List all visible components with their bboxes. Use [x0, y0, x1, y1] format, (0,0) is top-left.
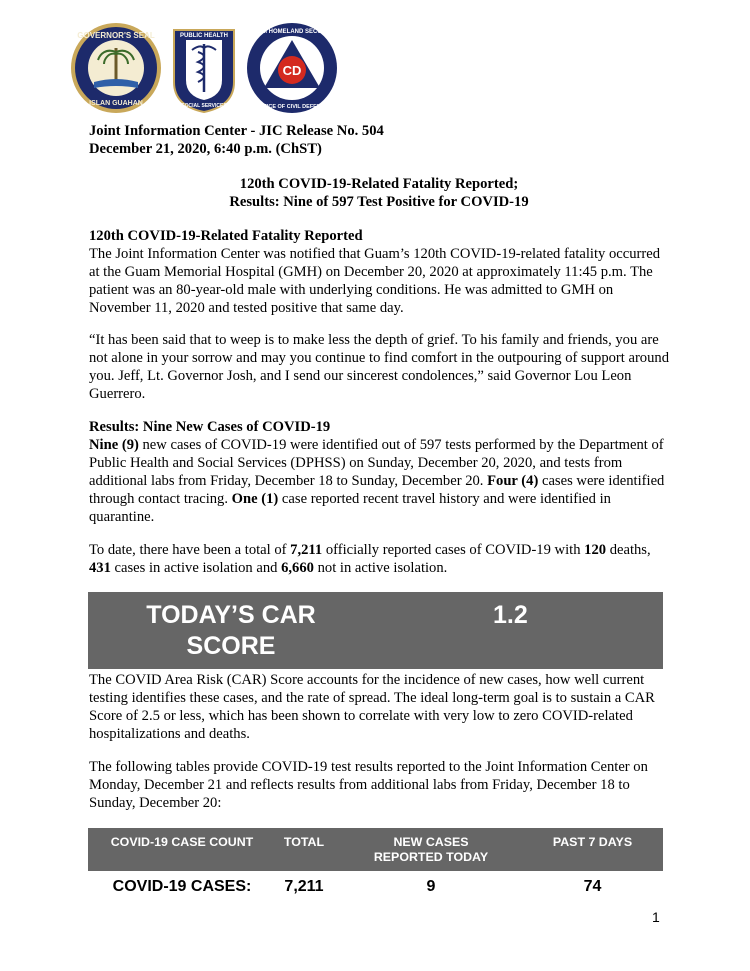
header-seals: [70, 22, 350, 117]
public-health-seal-text-bottom: SOCIAL SERVICES: [181, 103, 227, 109]
totals-paragraph: To date, there have been a total of 7,211 officially reported cases of COVID-19 with 120 deaths, 431 cases in active isolation and 6,660 not in active isolation.: [89, 542, 651, 576]
headline-line-1: 120th COVID-19-Related Fatality Reported;: [239, 176, 519, 192]
car-score-banner: [88, 592, 663, 669]
cell-new-cases: 9: [426, 878, 436, 895]
governor-seal-text-bottom: ISLAN GUAHAN: [89, 100, 143, 107]
totals-paragraph-block: [89, 541, 669, 577]
governor-quote: [89, 331, 669, 403]
header-past-7-days: PAST 7 DAYS: [552, 835, 633, 849]
car-score-value: 1.2: [493, 601, 528, 629]
tables-intro-text: The following tables provide COVID-19 test results reported to the Joint Information Center on Monday, December 21 and reflects results from additional labs from Friday, December 18 to Sunday, December 20:: [89, 759, 648, 811]
public-health-seal-text-top: PUBLIC HEALTH: [180, 33, 228, 39]
homeland-seal-text-bottom: OFFICE OF CIVIL DEFENSE: [255, 104, 329, 110]
table-header-row: [88, 828, 663, 871]
headline-line-2: Results: Nine of 597 Test Positive for COVID-19: [229, 194, 529, 210]
results-heading: Results: Nine New Cases of COVID-19: [89, 419, 331, 435]
cell-past-7-days: 74: [583, 878, 602, 895]
release-date: December 21, 2020, 6:40 p.m. (ChST): [89, 141, 322, 157]
car-description: [89, 671, 669, 743]
governor-seal-logo: [70, 22, 162, 114]
headline: [89, 175, 669, 211]
fatality-section: [89, 227, 669, 317]
header-case-count: COVID-19 CASE COUNT: [110, 835, 254, 849]
civil-defense-letters: CD: [282, 63, 302, 78]
release-number: Joint Information Center - JIC Release No. 504: [89, 123, 384, 139]
cell-total: 7,211: [284, 878, 324, 895]
car-score-label: TODAY’S CAR SCORE: [146, 601, 316, 660]
header-total: TOTAL: [283, 835, 325, 849]
header-new-cases: NEW CASES REPORTED TODAY: [373, 835, 489, 864]
case-count-table: [88, 828, 663, 895]
results-section: [89, 418, 669, 526]
page-number: 1: [652, 909, 660, 925]
release-info: [89, 122, 669, 158]
fatality-heading: 120th COVID-19-Related Fatality Reported: [89, 228, 363, 244]
fatality-paragraph: The Joint Information Center was notified that Guam’s 120th COVID-19-related fatality occurred at the Guam Memorial Hospital (GMH) on December 20, 2020 at approximately 11:45 p.m. The patient was an 80-year-old male with underlying conditions. He was admitted to GMH on November 11, 2020 and tested positive that same day.: [89, 246, 661, 316]
governor-seal-text-top: GOVERNOR'S SEAL: [77, 31, 155, 40]
homeland-security-seal-logo: [246, 22, 338, 114]
car-description-text: The COVID Area Risk (CAR) Score accounts for the incidence of new cases, how well current testing identifies these cases, and the rate of spread. The ideal long-term goal is to sustain a CAR Score of 2.5 or less, which has been shown to correlate with very low to zero COVID-related hospitalizations and deaths.: [89, 672, 655, 742]
quote-paragraph: “It has been said that to weep is to make less the depth of grief. To his family and friends, you are not alone in your sorrow and may you continue to find comfort in the outpouring of support around you. Jeff, Lt. Governor Josh, and I send our sincerest condolences,” said Governor Lou Leon Guerrero.: [89, 332, 669, 402]
results-paragraph: Nine (9) new cases of COVID-19 were identified out of 597 tests performed by the Department of Public Health and Social Services (DPHSS) on Sunday, December 20, 2020, and tests from additional labs from Friday, December 18 to Sunday, December 20. Four (4) cases were identified through contact tracing. One (1) case reported recent travel history and were identified in quarantine.: [89, 437, 665, 525]
tables-intro: [89, 758, 669, 812]
homeland-seal-text-top: GUAM HOMELAND SECURITY: [248, 29, 336, 35]
cell-row-label: COVID-19 CASES:: [112, 878, 252, 895]
public-health-seal-logo: [170, 24, 238, 114]
